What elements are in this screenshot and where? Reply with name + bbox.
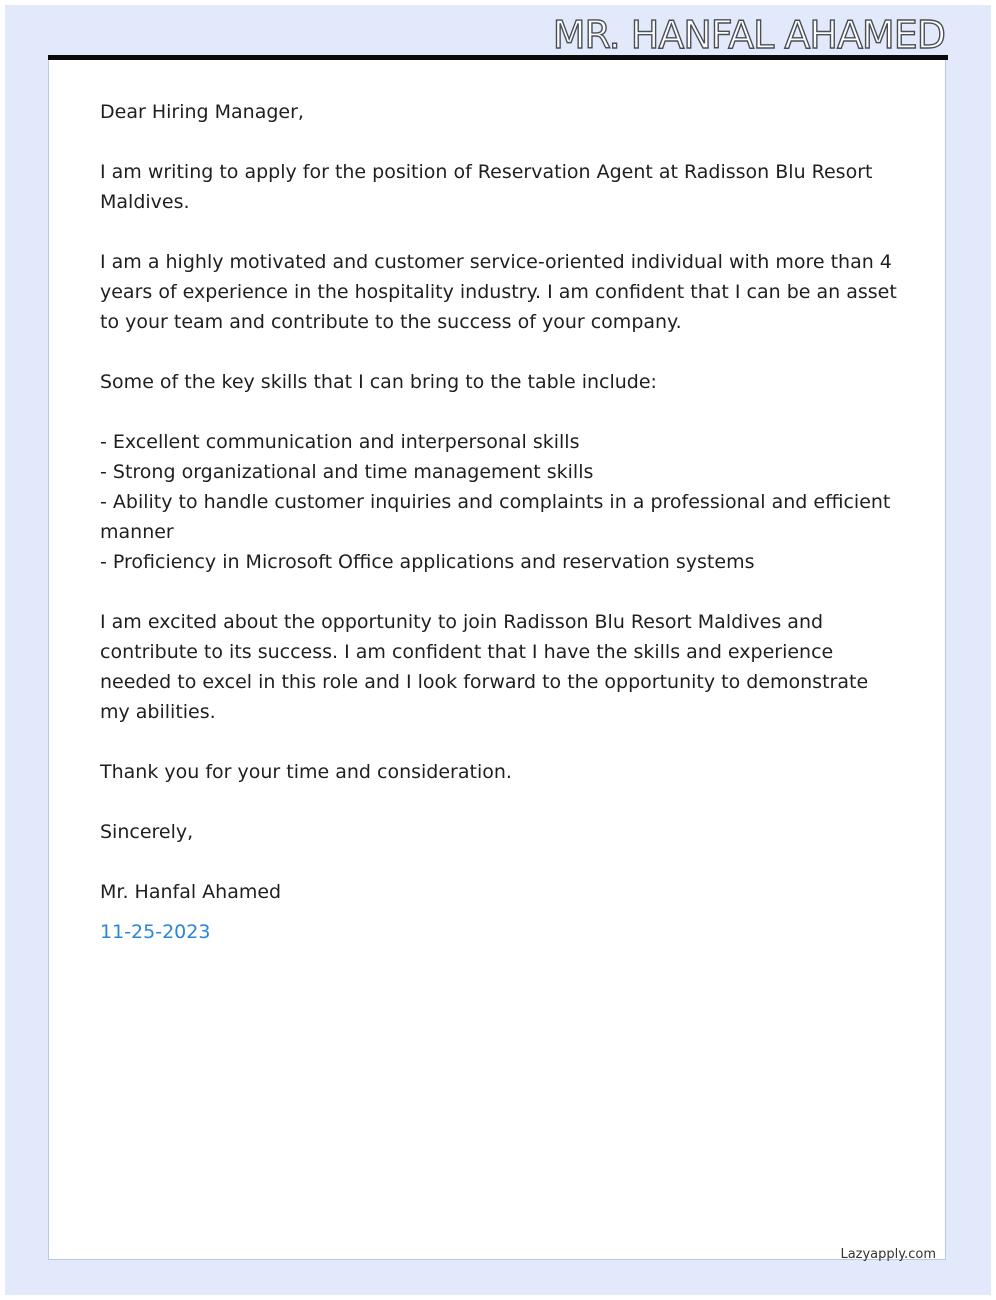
skill-item: - Excellent communication and interpersonal skills	[100, 431, 580, 453]
letter-date: 11-25-2023	[100, 921, 211, 943]
paragraph-skills-intro: Some of the key skills that I can bring to the table include:	[100, 371, 657, 393]
paragraph-experience: I am a highly motivated and customer service-oriented individual with more than 4 years of experience in the hospitality industry. I am confident that I can be an asset to your team and contribute to the success of your company.	[100, 251, 897, 333]
cover-letter-body	[100, 97, 900, 947]
paragraph-excitement: I am excited about the opportunity to join Radisson Blu Resort Maldives and contribute to its success. I am confident that I have the skills and experience needed to excel in this role and I look forward to the opportunity to demonstrate my abilities.	[100, 611, 869, 723]
paragraph-thanks: Thank you for your time and consideration.	[100, 761, 512, 783]
signoff: Sincerely,	[100, 821, 194, 843]
skills-list	[100, 427, 900, 577]
paragraph-intro: I am writing to apply for the position of Reservation Agent at Radisson Blu Resort Maldives.	[100, 161, 873, 213]
skill-item: - Ability to handle customer inquiries and complaints in a professional and efficient manner	[100, 491, 891, 543]
header-name: MR. HANFAL AHAMED	[552, 13, 945, 57]
watermark: Lazyapply.com	[840, 1247, 936, 1262]
skill-item: - Proficiency in Microsoft Office applications and reservation systems	[100, 551, 755, 573]
salutation: Dear Hiring Manager,	[100, 101, 304, 123]
signer-name: Mr. Hanfal Ahamed	[100, 881, 282, 903]
skill-item: - Strong organizational and time management skills	[100, 461, 594, 483]
